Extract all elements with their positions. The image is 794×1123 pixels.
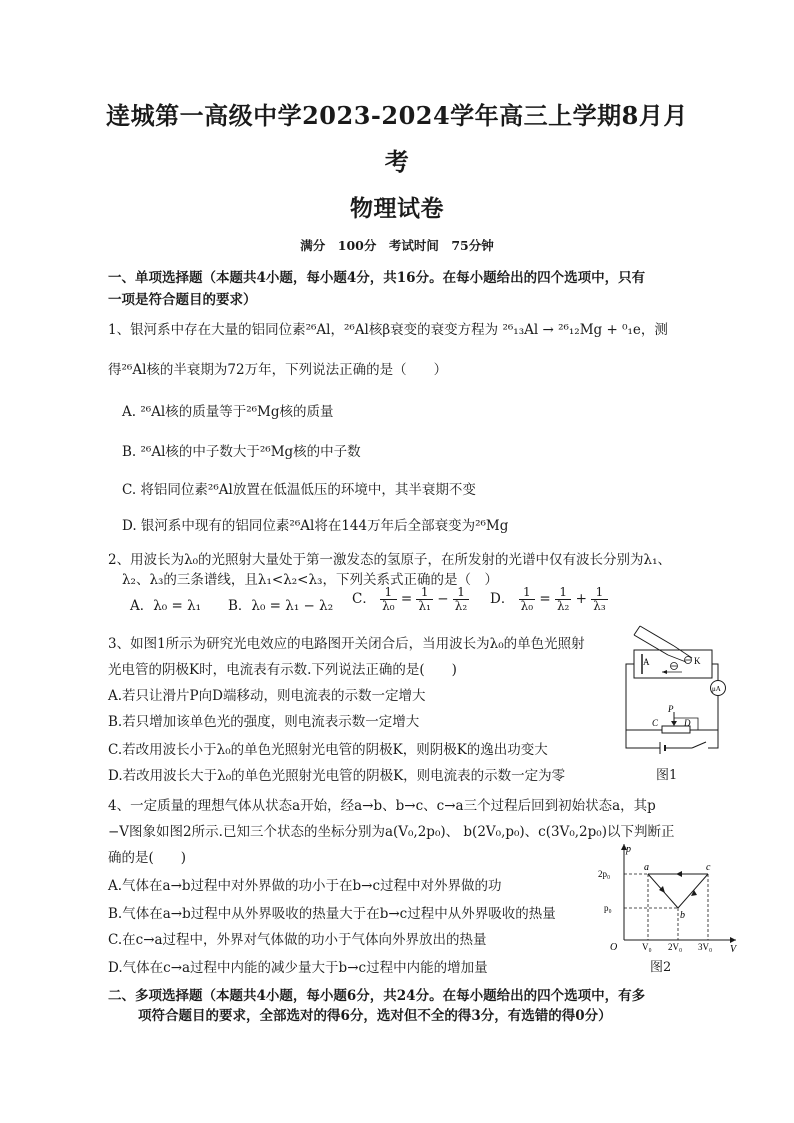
q2-c-frac-1: $\frac{1}{\text{λ₀}}$ <box>382 585 395 613</box>
fig1-label-d: D <box>684 718 691 728</box>
q2-option-b: B．λ₀ = λ₁ − λ₂ <box>228 598 334 614</box>
fig1-label-a: A <box>643 657 650 667</box>
q4-option-d: D.气体在c→a过程中内能的减少量大于b→c过程中内能的增加量 <box>108 960 488 976</box>
q2-option-c: C． $\frac{1}{\text{λ₀}}$ = $\frac{1}{\text{λ₁}}$ − $\frac{1}{\text{λ₂}}$ <box>352 585 468 613</box>
q3-option-c: C.若改用波长小于λ₀的单色光照射光电管的阴极K，则阴极K的逸出功变大 <box>108 742 548 758</box>
q4-option-b: B.气体在a→b过程中从外界吸收的热量大于在b→c过程中从外界吸收的热量 <box>108 906 556 922</box>
fig2-tick-2p0: 2p₀ <box>598 869 611 879</box>
section2-heading-line2: 项符合题目的要求，全部选对的得6分，选对但不全的得3分，有选错的得0分） <box>138 1008 612 1024</box>
section1-heading-line2: 一项是符合题目的要求） <box>108 292 257 308</box>
q3-option-d: D.若改用波长大于λ₀的单色光照射光电管的阴极K，则电流表的示数一定为零 <box>108 768 566 784</box>
q4-option-c: C.在c→a过程中，外界对气体做的功小于气体向外界放出的热量 <box>108 932 487 948</box>
q4-stem-line2: −V图象如图2所示.已知三个状态的坐标分别为a(V₀,2p₀)、 b(2V₀,p₀)、c(3V₀,2p₀)以下判断正 <box>108 824 675 840</box>
q2-option-a: A．λ₀ = λ₁ <box>130 598 202 614</box>
q2-c-frac-3: $\frac{1}{\text{λ₂}}$ <box>454 585 468 613</box>
q2-option-d: D． $\frac{1}{\text{λ₀}}$ = $\frac{1}{\text{λ₂}}$ + $\frac{1}{\text{λ₃}}$ <box>490 585 606 613</box>
fig2-axis-p: p <box>626 844 631 855</box>
fig2-point-b: b <box>680 910 685 921</box>
fig2-tick-p0: p₀ <box>604 903 612 913</box>
q1-stem-line1: 1、银河系中存在大量的铝同位素²⁶Al，²⁶Al核β衰变的衰变方程为 ²⁶₁₃Al → ²⁶₁₂Mg + ⁰₁e，测 <box>108 322 668 338</box>
fig2-tick-3v0: 3V₀ <box>698 942 713 952</box>
exam-title-line2: 考 <box>384 147 410 176</box>
exam-subtitle: 物理试卷 <box>350 195 444 222</box>
q3-stem-line2: 光电管的阴极K时，电流表有示数.下列说法正确的是( ) <box>108 662 457 678</box>
q3-option-b: B.若只增加该单色光的强度，则电流表示数一定增大 <box>108 714 420 730</box>
exam-meta: 满分 100分 考试时间 75分钟 <box>300 238 494 253</box>
fig2-point-a: a <box>644 862 649 873</box>
q4-option-a: A.气体在a→b过程中对外界做的功小于在b→c过程中对外界做的功 <box>108 878 502 894</box>
figure2-caption: 图2 <box>650 960 672 975</box>
fig1-label-c: C <box>652 718 659 728</box>
q1-option-a: A. ²⁶Al核的质量等于²⁶Mg核的质量 <box>122 404 334 420</box>
exam-title-line1: 逹城第一高级中学2023-2024学年高三上学期8月月 <box>106 101 688 130</box>
section2-heading-line1: 二、多项选择题（本题共4小题，每小题6分，共24分。在每小题给出的四个选项中，有多 <box>108 988 646 1004</box>
fig1-label-k: K <box>694 656 701 666</box>
q4-stem-line3: 确的是( ) <box>108 850 187 866</box>
q1-option-d: D. 银河系中现有的铝同位素²⁶Al将在144万年后全部衰变为²⁶Mg <box>122 518 509 534</box>
fig1-label-p: P <box>668 704 674 714</box>
q2-d-frac-1: $\frac{1}{\text{λ₀}}$ <box>520 585 534 613</box>
fig2-axis-v: V <box>730 944 737 952</box>
fig2-origin: O <box>610 942 618 952</box>
q4-stem-line1: 4、一定质量的理想气体从状态a开始，经a→b、b→c、c→a三个过程后回到初始状态a，其p <box>108 798 656 814</box>
fig1-label-ua: μA <box>712 685 721 693</box>
q2-d-frac-3: $\frac{1}{\text{λ₃}}$ <box>593 585 606 613</box>
figure1-circuit <box>612 618 732 758</box>
fig2-tick-v0: V₀ <box>642 942 652 952</box>
figure1-caption: 图1 <box>656 768 678 783</box>
q3-stem-line1: 3、如图1所示为研究光电效应的电路图开关闭合后，当用波长为λ₀的单色光照射 <box>108 636 585 652</box>
fig2-tick-2v0: 2V₀ <box>668 942 683 952</box>
figure2-pv-diagram <box>596 840 742 952</box>
process-b-to-c <box>678 874 708 908</box>
q1-stem-line2: 得²⁶Al核的半衰期为72万年，下列说法正确的是（ ） <box>108 362 448 378</box>
q2-stem-line2: λ₂、λ₃的三条谱线，且λ₁<λ₂<λ₃，下列关系式正确的是（ ） <box>122 572 498 588</box>
switch-icon <box>692 742 706 748</box>
fig2-point-c: c <box>706 862 711 873</box>
q1-option-c: C. 将铝同位素²⁶Al放置在低温低压的环境中，其半衰期不变 <box>122 482 476 498</box>
q2-c-frac-2: $\frac{1}{\text{λ₁}}$ <box>418 585 431 613</box>
q2-stem-line1: 2、用波长为λ₀的光照射大量处于第一激发态的氢原子，在所发射的光谱中仅有波长分别为λ₁、 <box>108 552 672 568</box>
q1-option-b: B. ²⁶Al核的中子数大于²⁶Mg核的中子数 <box>122 444 361 460</box>
q2-d-frac-2: $\frac{1}{\text{λ₂}}$ <box>556 585 570 613</box>
q3-option-a: A.若只让滑片P向D端移动，则电流表的示数一定增大 <box>108 688 426 704</box>
section1-heading-line1: 一、单项选择题（本题共4小题，每小题4分，共16分。在每小题给出的四个选项中，只有 <box>108 270 646 286</box>
